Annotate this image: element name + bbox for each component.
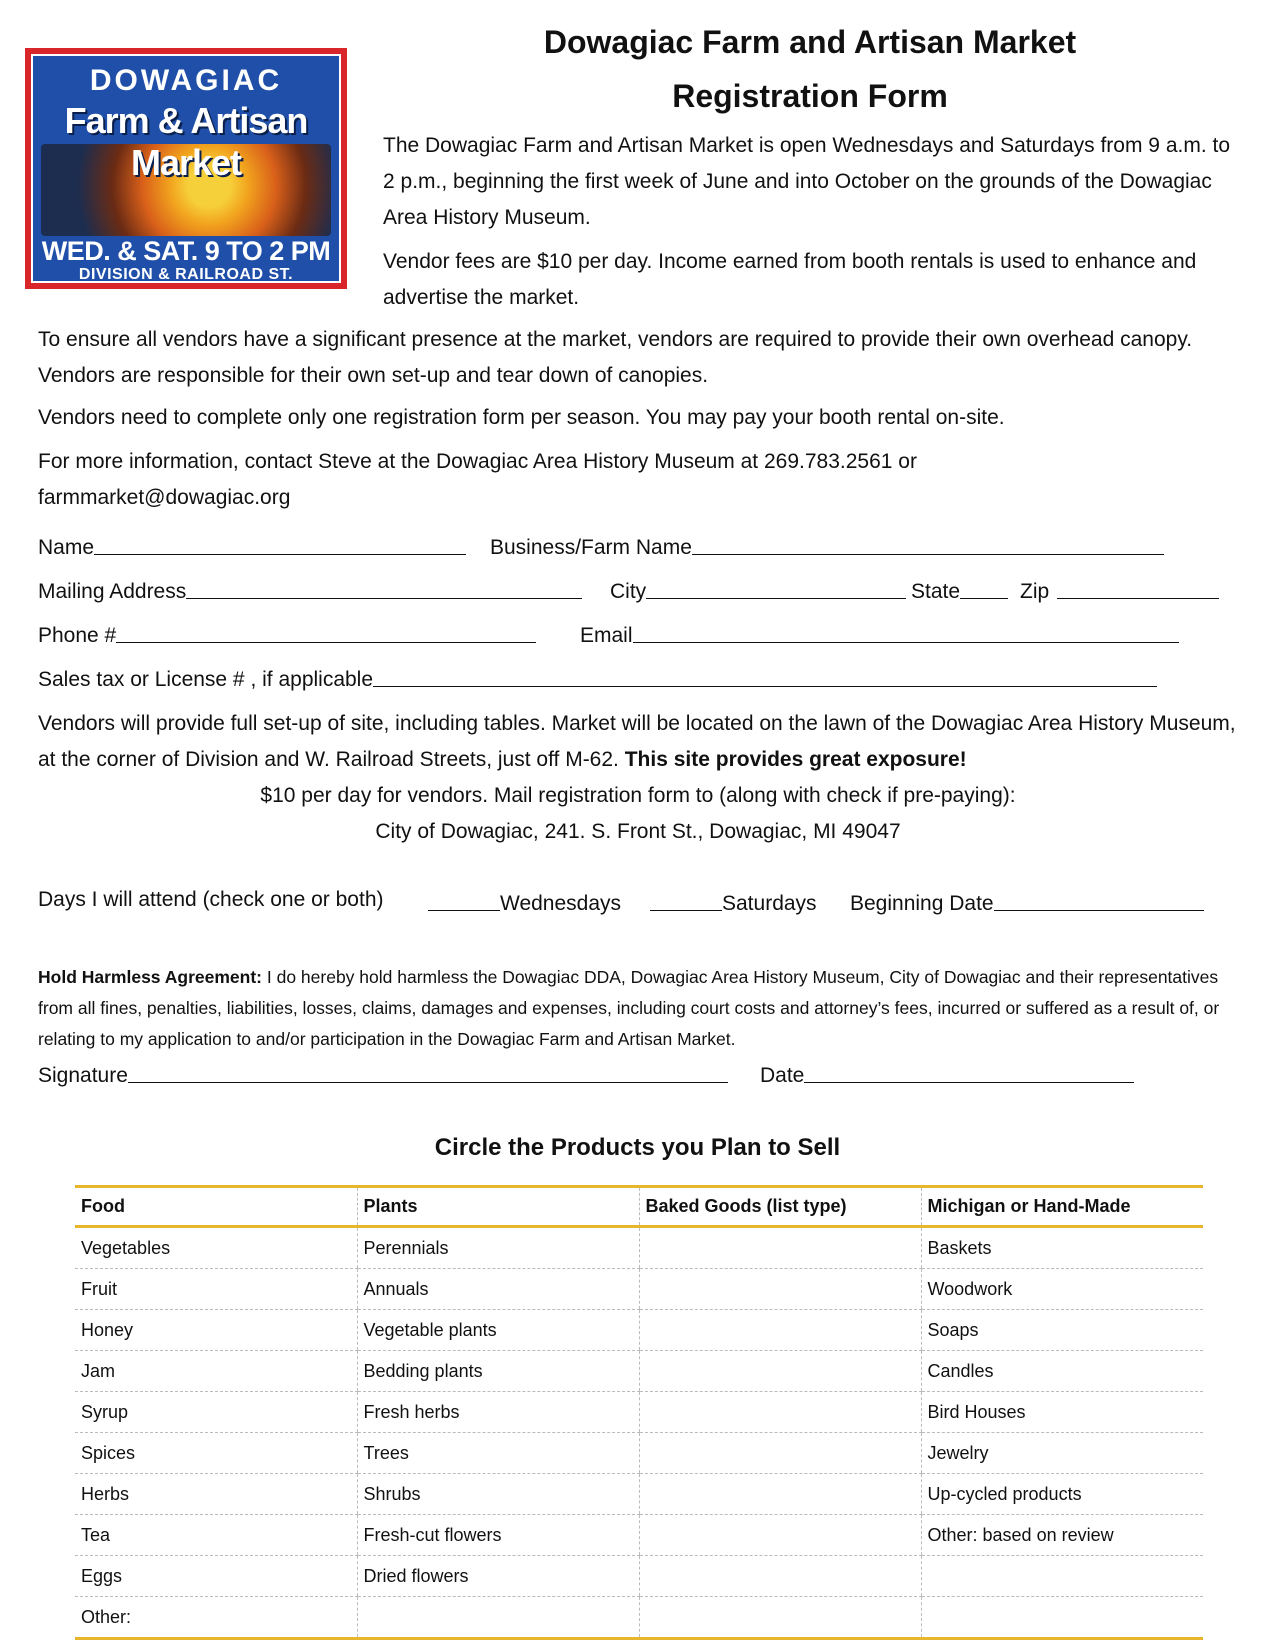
table-row <box>75 1351 1203 1392</box>
name-row <box>38 532 1238 564</box>
email-label: Email <box>580 624 633 647</box>
product-cell-food[interactable]: Fruit <box>75 1269 357 1310</box>
market-logo <box>25 48 347 289</box>
logo-location: DIVISION & RAILROAD ST. <box>78 266 294 283</box>
city-field[interactable] <box>646 576 906 599</box>
phone-field[interactable] <box>116 620 536 643</box>
product-cell-baked-goods <box>639 1310 921 1351</box>
product-cell-food[interactable]: Jam <box>75 1351 357 1392</box>
product-cell-plants[interactable]: Shrubs <box>357 1474 639 1515</box>
beginning-date-label: Beginning Date <box>850 892 994 915</box>
agreement-text: I do hereby hold harmless the Dowagiac DDA, Dowagiac Area History Museum, City of Dowagiac and their representatives from all fines, penalties, liabilities, losses, claims, damages and expenses, including court costs and attorney’s fees, incurred or suffered as a result of, or relating to my application to and/or participation in the Dowagiac Farm and Artisan Market. <box>38 967 1220 1049</box>
email-field[interactable] <box>633 620 1179 643</box>
product-cell-handmade[interactable]: Baskets <box>921 1227 1203 1269</box>
logo-hours: WED. & SAT. 9 TO 2 PM <box>41 236 331 266</box>
logo-market-name: Farm & Artisan Market <box>64 100 308 183</box>
product-cell-food[interactable]: Eggs <box>75 1556 357 1597</box>
logo-town: DOWAGIAC <box>89 64 283 97</box>
exposure-highlight: This site provides great exposure! <box>624 748 967 771</box>
phone-row <box>38 620 1238 652</box>
signature-field[interactable] <box>128 1060 728 1083</box>
sales-tax-row <box>38 664 1238 696</box>
products-body <box>75 1227 1203 1639</box>
setup-paragraph <box>38 706 1238 778</box>
name-field[interactable] <box>94 532 466 555</box>
address-row <box>38 576 1238 608</box>
signature-label: Signature <box>38 1064 128 1087</box>
product-cell-plants[interactable]: Trees <box>357 1433 639 1474</box>
days-label: Days I will attend (check one or both) <box>38 888 384 911</box>
product-cell-food[interactable]: Tea <box>75 1515 357 1556</box>
product-cell-plants[interactable]: Fresh herbs <box>357 1392 639 1433</box>
sales-tax-field[interactable] <box>373 664 1157 687</box>
product-cell-plants[interactable]: Perennials <box>357 1227 639 1269</box>
hold-harmless-agreement <box>38 962 1238 1055</box>
date-label: Date <box>760 1064 805 1087</box>
product-cell-baked-goods <box>639 1392 921 1433</box>
product-cell-plants[interactable]: Annuals <box>357 1269 639 1310</box>
product-cell-handmade <box>921 1597 1203 1639</box>
business-label: Business/Farm Name <box>490 536 692 559</box>
product-cell-handmade[interactable]: Woodwork <box>921 1269 1203 1310</box>
product-cell-baked-goods <box>639 1556 921 1597</box>
zip-label: Zip <box>1020 580 1050 603</box>
table-row <box>75 1474 1203 1515</box>
product-cell-baked-goods <box>639 1597 921 1639</box>
saturdays-checkbox[interactable] <box>650 888 722 911</box>
product-cell-food[interactable]: Herbs <box>75 1474 357 1515</box>
canopy-paragraph: To ensure all vendors have a significant presence at the market, vendors are required to provide their own overhead canopy. Vendors are responsible for their own set-up and tear down of canopies. <box>38 328 1193 387</box>
city-label: City <box>610 580 647 603</box>
product-cell-plants[interactable]: Vegetable plants <box>357 1310 639 1351</box>
product-cell-food[interactable]: Spices <box>75 1433 357 1474</box>
product-cell-handmade[interactable]: Jewelry <box>921 1433 1203 1474</box>
product-cell-handmade[interactable]: Candles <box>921 1351 1203 1392</box>
agreement-heading: Hold Harmless Agreement: <box>38 967 262 987</box>
business-field[interactable] <box>692 532 1164 555</box>
one-form-paragraph: Vendors need to complete only one registration form per season. You may pay your booth rental on-site. <box>38 406 1005 429</box>
product-cell-food[interactable]: Honey <box>75 1310 357 1351</box>
wednesdays-label: Wednesdays <box>500 892 622 915</box>
product-cell-plants[interactable]: Fresh-cut flowers <box>357 1515 639 1556</box>
date-field[interactable] <box>804 1060 1134 1083</box>
product-cell-baked-goods <box>639 1351 921 1392</box>
product-cell-baked-goods <box>639 1515 921 1556</box>
phone-label: Phone # <box>38 624 117 647</box>
table-row <box>75 1392 1203 1433</box>
setup-text: Vendors will provide full set-up of site, including tables. Market will be located on the lawn of the Dowagiac Area History Museum, at the corner of Division and W. Railroad Streets, just off M-62. <box>38 712 1236 771</box>
beginning-date-field[interactable] <box>994 888 1204 911</box>
product-cell-food[interactable]: Vegetables <box>75 1227 357 1269</box>
intro-fees: Vendor fees are $10 per day. Income earned from booth rentals is used to enhance and advertise the market. <box>383 250 1197 309</box>
saturdays-label: Saturdays <box>722 892 817 915</box>
table-row <box>75 1597 1203 1639</box>
table-row <box>75 1227 1203 1269</box>
zip-field[interactable] <box>1057 576 1219 599</box>
product-cell-plants[interactable]: Dried flowers <box>357 1556 639 1597</box>
wednesdays-checkbox[interactable] <box>428 888 500 911</box>
product-cell-handmade <box>921 1556 1203 1597</box>
product-cell-handmade[interactable]: Up-cycled products <box>921 1474 1203 1515</box>
table-row <box>75 1556 1203 1597</box>
signature-row <box>38 1060 1238 1092</box>
product-cell-baked-goods <box>639 1433 921 1474</box>
products-header-row <box>75 1187 1203 1227</box>
products-table <box>75 1185 1203 1640</box>
form-title: Dowagiac Farm and Artisan Market <box>543 24 1077 60</box>
products-title: Circle the Products you Plan to Sell <box>434 1134 841 1161</box>
product-cell-plants[interactable]: Bedding plants <box>357 1351 639 1392</box>
days-row <box>38 888 1238 920</box>
mailing-label: Mailing Address <box>38 580 187 603</box>
product-cell-handmade[interactable]: Bird Houses <box>921 1392 1203 1433</box>
intro-hours: The Dowagiac Farm and Artisan Market is open Wednesdays and Saturdays from 9 a.m. to 2 p.m., beginning the first week of June and into October on the grounds of the Dowagiac Area History Museum. <box>383 134 1231 229</box>
table-row <box>75 1269 1203 1310</box>
product-cell-food[interactable]: Syrup <box>75 1392 357 1433</box>
contact-paragraph: For more information, contact Steve at the Dowagiac Area History Museum at 269.783.2561 or farmmarket@dowagiac.org <box>38 450 917 509</box>
mailing-address-field[interactable] <box>186 576 582 599</box>
sales-tax-label: Sales tax or License # , if applicable <box>38 668 374 691</box>
logo-panel <box>31 54 341 283</box>
column-header-handmade: Michigan or Hand-Made <box>921 1187 1203 1227</box>
form-subtitle: Registration Form <box>672 78 948 114</box>
product-cell-food[interactable]: Other: <box>75 1597 357 1639</box>
product-cell-baked-goods <box>639 1474 921 1515</box>
column-header-baked-goods: Baked Goods (list type) <box>639 1187 921 1227</box>
product-cell-baked-goods <box>639 1269 921 1310</box>
table-row <box>75 1310 1203 1351</box>
product-cell-handmade[interactable]: Other: based on review <box>921 1515 1203 1556</box>
column-header-food: Food <box>75 1187 357 1227</box>
table-row <box>75 1515 1203 1556</box>
table-row <box>75 1433 1203 1474</box>
state-field[interactable] <box>960 576 1008 599</box>
state-label: State <box>911 580 961 603</box>
mailing-address-line: City of Dowagiac, 241. S. Front St., Dowagiac, MI 49047 <box>375 820 901 843</box>
column-header-plants: Plants <box>357 1187 639 1227</box>
name-label: Name <box>38 536 95 559</box>
product-cell-plants <box>357 1597 639 1639</box>
product-cell-baked-goods <box>639 1227 921 1269</box>
fee-mail-line: $10 per day for vendors. Mail registration form to (along with check if pre-paying): <box>260 784 1016 807</box>
product-cell-handmade[interactable]: Soaps <box>921 1310 1203 1351</box>
